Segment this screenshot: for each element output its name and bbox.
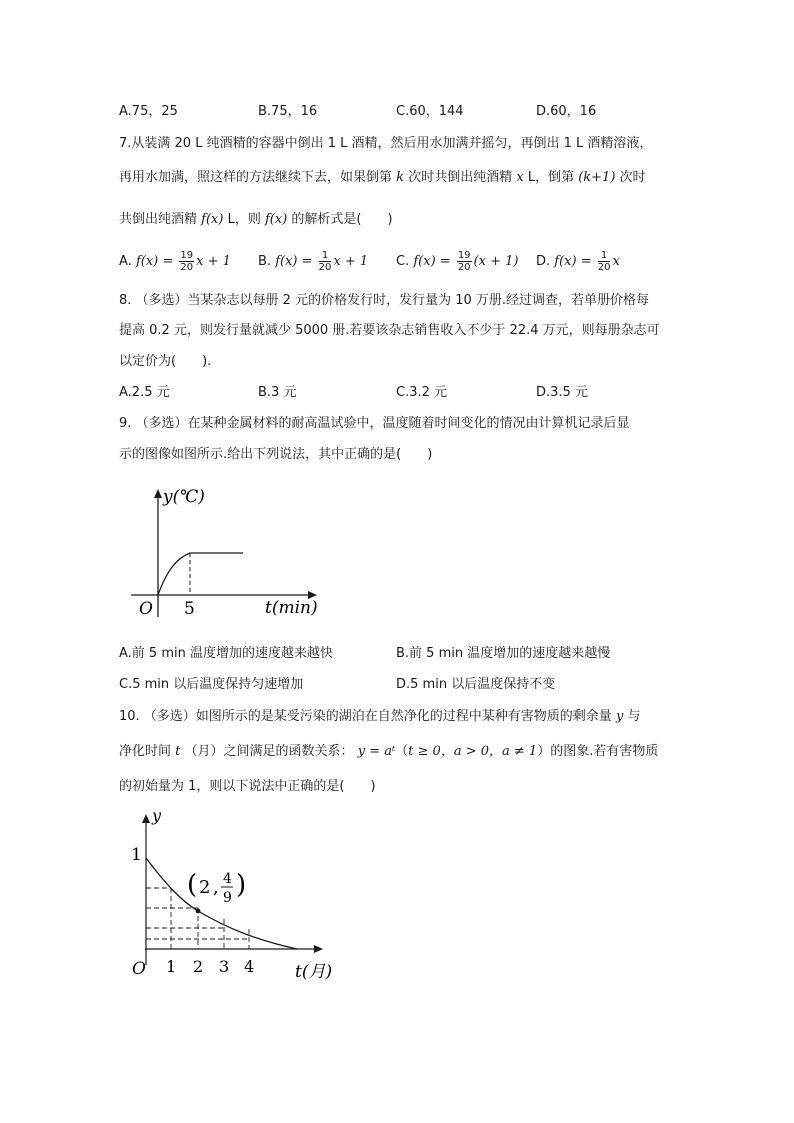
q7-option-b: B. f(x) = $\frac{1}{20}$ x + 1 xyxy=(258,250,369,273)
q8-option-a: A.2.5 元 xyxy=(119,385,170,400)
q9-option-d: D.5 min 以后温度保持不变 xyxy=(396,677,556,692)
q9-tick-5: 5 xyxy=(184,599,195,619)
q7-line-1: 7.从装满 20 L 纯酒精的容器中倒出 1 L 酒精，然后用水加满并摇匀，再倒出 1 L 酒精溶液， xyxy=(119,136,653,151)
svg-text:(: ( xyxy=(187,870,198,900)
q6-option-b: B.75，16 xyxy=(258,104,318,119)
q9-y-label: y(℃) xyxy=(163,487,205,507)
q10-line-2: 净化时间 t （月）之间满足的函数关系： y = aᵗ（t ≥ 0，a > 0，a ≠ 1）的图象.若有害物质 xyxy=(119,744,659,759)
q10-y-tick-1: 1 xyxy=(131,845,142,865)
svg-text:): ) xyxy=(236,870,247,900)
q8-option-c: C.3.2 元 xyxy=(396,385,448,400)
q6-option-d: D.60，16 xyxy=(536,104,597,119)
q10-line-1: 10. （多选）如图所示的是某受污染的湖泊在自然净化的过程中某种有害物质的剩余量 y 与 xyxy=(119,709,641,724)
q7-option-d: D. f(x) = $\frac{1}{20}$ x xyxy=(536,250,620,273)
q9-x-label: t(min) xyxy=(265,598,318,618)
q9-line-1: 9. （多选）在某种金属材料的耐高温试验中，温度随着时间变化的情况由计算机记录后显 xyxy=(119,416,630,431)
svg-text:,: , xyxy=(213,877,219,898)
q7-option-c: C. f(x) = $\frac{19}{20}$ (x + 1) xyxy=(396,250,519,273)
q7-line-2: 再用水加满，照这样的方法继续下去，如果倒第 k 次时共倒出纯酒精 x L，倒第 (k+1) 次时 xyxy=(119,170,646,185)
q10-x-tick-1: 1 xyxy=(166,957,177,976)
q10-origin: O xyxy=(132,959,146,979)
q8-line-1: 8. （多选）当某杂志以每册 2 元的价格发行时，发行量为 10 万册.经过调查，若单册价格每 xyxy=(119,293,650,308)
q7-option-a: A. f(x) = $\frac{19}{20}$ x + 1 xyxy=(119,250,231,273)
q10-dashed-grid xyxy=(146,888,249,949)
q9-temperature-curve xyxy=(158,553,243,595)
q10-x-tick-3: 3 xyxy=(219,957,230,976)
q10-x-tick-4: 4 xyxy=(244,957,255,976)
q9-option-a: A.前 5 min 温度增加的速度越来越快 xyxy=(119,646,333,661)
q10-x-label: t(月) xyxy=(295,962,333,982)
q10-y-axis-arrow xyxy=(142,814,150,823)
q9-option-c: C.5 min 以后温度保持匀速增加 xyxy=(119,677,304,692)
q10-point-label xyxy=(187,870,246,906)
svg-text:4: 4 xyxy=(223,871,232,887)
q10-y-label: y xyxy=(152,806,162,825)
q9-temperature-graph xyxy=(125,480,325,625)
q10-x-tick-2: 2 xyxy=(193,957,204,976)
q9-option-b: B.前 5 min 温度增加的速度越来越慢 xyxy=(396,646,611,661)
q8-option-b: B.3 元 xyxy=(258,385,297,400)
q10-x-axis-arrow xyxy=(314,945,323,953)
q9-y-axis-arrow xyxy=(154,489,162,498)
q6-option-c: C.60，144 xyxy=(396,104,464,119)
q10-decay-curve xyxy=(146,858,297,949)
q8-line-3: 以定价为( ). xyxy=(119,354,212,369)
q10-point xyxy=(196,909,201,914)
q6-option-a: A.75，25 xyxy=(119,104,178,119)
svg-text:9: 9 xyxy=(223,890,232,906)
q8-option-d: D.3.5 元 xyxy=(536,385,588,400)
q10-decay-graph xyxy=(125,805,340,985)
svg-text:2: 2 xyxy=(199,877,211,898)
q9-line-2: 示的图像如图所示.给出下列说法，其中正确的是( ) xyxy=(119,447,433,462)
q8-line-2: 提高 0.2 元，则发行量就减少 5000 册.若要该杂志销售收入不少于 22.4 万元，则每册杂志可 xyxy=(119,323,660,338)
q9-origin: O xyxy=(139,599,153,619)
q7-line-3: 共倒出纯酒精 f(x) L，则 f(x) 的解析式是( ) xyxy=(119,212,393,227)
q10-line-3: 的初始量为 1，则以下说法中正确的是( ) xyxy=(119,779,376,794)
